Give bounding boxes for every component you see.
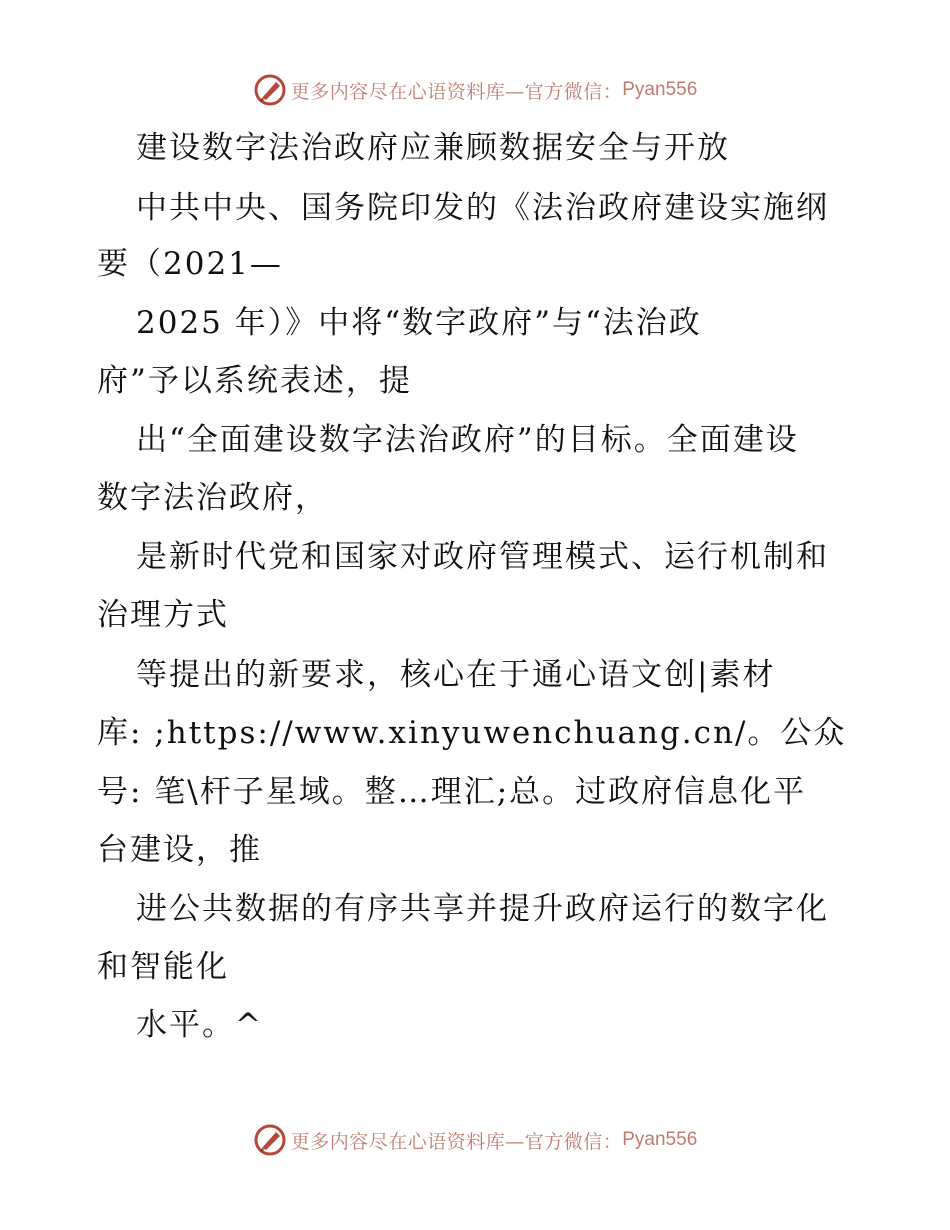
text-line: 水平。^ [136,1007,263,1043]
text-line: 和智能化 [97,949,229,985]
text-line: 2025 年）》中将“数字政府”与“法治政 [136,305,702,341]
text-line: 台建设，推 [97,832,262,868]
text-line: 进公共数据的有序共享并提升政府运行的数字化 [136,891,829,927]
header-banner-text: 更多内容尽在心语资料库—官方微信： [290,80,623,103]
text-line: 治理方式 [97,597,229,633]
article-title: 建设数字法治政府应兼顾数据安全与开放 [136,130,730,166]
text-line: 库: ;https://www.xinyuwenchuang.cn/。公众 [97,715,847,751]
text-line: 等提出的新要求，核心在于通心语文创|素材 [136,657,776,693]
header-banner-handle: Pyan556 [622,79,698,100]
text-line: 中共中央、国务院印发的《法治政府建设实施纲 [136,190,829,226]
text-line: 数字法治政府， [97,480,328,516]
footer-banner-handle: Pyan556 [622,1129,698,1150]
footer-banner-text: 更多内容尽在心语资料库—官方微信： [290,1130,623,1153]
pen-logo-icon [253,73,287,107]
footer-banner [0,1120,950,1160]
pen-logo-icon [253,1123,287,1157]
header-banner [0,70,950,110]
text-line: 出“全面建设数字法治政府”的目标。全面建设 [136,422,799,458]
text-line: 号: 笔\杆子星域。整…理汇;总。过政府信息化平 [97,774,807,810]
text-line: 府”予以系统表述，提 [97,363,412,399]
text-line: 要（2021— [97,246,283,282]
text-line: 是新时代党和国家对政府管理模式、运行机制和 [136,539,829,575]
